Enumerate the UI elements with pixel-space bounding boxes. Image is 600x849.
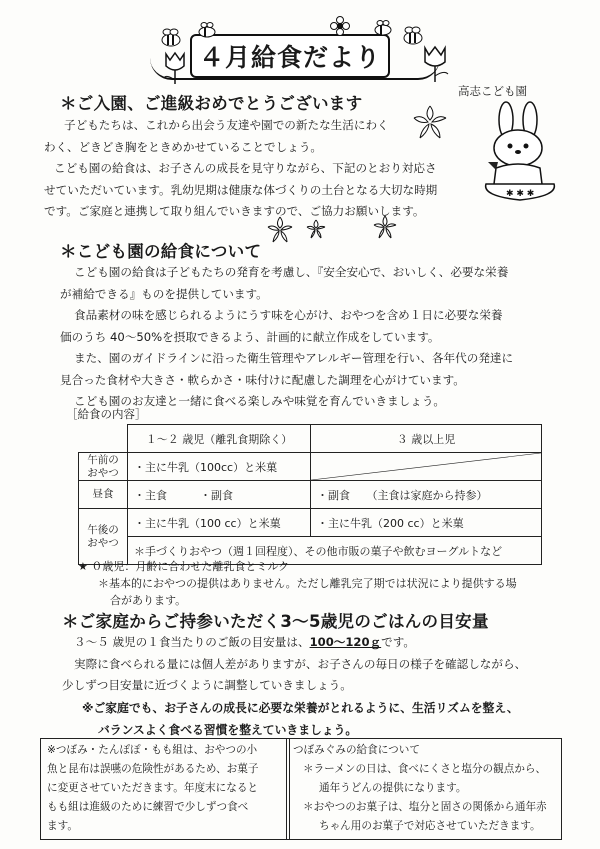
- table-row: [79, 425, 542, 453]
- text-line: 実際に食べられる量には個人差がありますが、お子さんの毎日の様子を確認しながら、: [74, 656, 527, 671]
- rabbit-icon: [468, 100, 578, 210]
- note-line: 合があります。: [110, 594, 187, 607]
- note-line: ＊基本的におやつの提供はありません。ただし離乳完了期では状況により提供する場: [98, 577, 517, 590]
- section-rice-body: [62, 632, 526, 697]
- column-header: １～２ 歳児（離乳食期除く）: [128, 425, 311, 453]
- tulip-icon: [418, 44, 452, 82]
- rice-emphasis: [82, 698, 519, 741]
- text-line: ます。: [47, 820, 78, 832]
- bee-icon: [196, 22, 218, 38]
- text-line: わく、どきどき胸をときめかせていることでしょう。: [44, 139, 323, 154]
- meal-table: [78, 424, 542, 565]
- text-line: です。ご家庭と連携して取り組んでいきますので、ご協力お願いします。: [44, 204, 425, 218]
- table-row: [79, 509, 542, 537]
- table-cell: ・副食 （主食は家庭から持参）: [311, 481, 542, 509]
- bee-icon: [158, 28, 184, 48]
- notice-box-snacks: [40, 738, 290, 840]
- text-line: 少しずつ目安量に近づくように調整していきましょう。: [62, 678, 352, 692]
- school-name: 高志こども園: [458, 84, 527, 98]
- table-cell: ＊手づくりおやつ（週１回程度）、その他市販の菓子や飲むヨーグルトなど: [128, 537, 542, 565]
- table-cell-empty: [311, 453, 542, 481]
- bee-icon: [372, 20, 394, 36]
- table-row: [79, 453, 542, 481]
- text-line: せていただいています。乳幼児期は健康な体づくりの土台となる大切な時期: [44, 182, 438, 197]
- text-line: が補給できる』ものを提供しています。: [60, 286, 268, 301]
- section-heading-rice: ＊ご家庭からご持参いただく3～5歳児のごはんの目安量: [62, 612, 489, 631]
- text-line: こども園の給食は、お子さんの成長を見守りながら、下記のとおり対応さ: [54, 161, 437, 175]
- table-cell: ・主に牛乳（100cc）と米菓: [128, 453, 311, 481]
- section-heading-welcome: ＊ご入園、ご進級おめでとうございます: [60, 94, 363, 113]
- row-label: 昼食: [79, 481, 128, 509]
- text-line: 魚と昆布は誤嚥の危険性があるため、お菓子: [47, 763, 259, 775]
- text-line: ＊ラーメンの日は、食べにくさと塩分の観点から、: [303, 763, 547, 775]
- text-line: こども園のお友達と一緒に食べる楽しみや味覚を育んでいきましょう。: [74, 394, 446, 408]
- text-line: ※ご家庭でも、お子さんの成長に必要な栄養がとれるように、生活リズムを整え、: [82, 701, 519, 715]
- box-title: つぼみぐみの給食について: [293, 744, 420, 756]
- text-line: ちゃん用のお菓子で対応させていただきます。: [319, 820, 541, 832]
- page-title: ４月給食だより: [190, 34, 390, 78]
- table-notes: [78, 558, 517, 609]
- text-line: バランスよく食べる習慣を整えていきましょう。: [98, 722, 358, 737]
- text-line: 価のうち 40～50%を摂取できるよう、計画的に献立作成をしています。: [60, 329, 440, 344]
- text-line: に変更させていただきます。年度末になると: [47, 782, 259, 794]
- section-lunch-body: [60, 262, 513, 413]
- text-line: 食品素材の味を感じられるようにうす味を心がけ、おやつを含め１日に必要な栄養: [74, 308, 503, 322]
- bee-icon: [400, 26, 426, 46]
- meal-table-wrap: [78, 424, 542, 565]
- section-heading-lunch: ＊こども園の給食について: [60, 242, 262, 261]
- text-line: もも組は進級のために練習で少しずつ食べ: [47, 801, 249, 813]
- text-line: 通年うどんの提供になります。: [319, 782, 467, 794]
- note-line: ★ ０歳児：月齢に合わせた離乳食とミルク: [78, 560, 290, 573]
- section-welcome-body: [44, 115, 464, 223]
- notice-box-tsubomi: [286, 738, 562, 840]
- table-cell: ・主食 ・副食: [128, 481, 311, 509]
- column-header: ３ 歳以上児: [311, 425, 542, 453]
- table-cell: ・主に牛乳（100 cc）と米菓: [128, 509, 311, 537]
- table-row: [79, 481, 542, 509]
- text-line: 子どもたちは、これから出会う友達や園での新たな生活にわく: [64, 118, 389, 132]
- row-label: 午後の おやつ: [79, 509, 128, 565]
- text-line: ３～５ 歳児の１食当たりのご飯の目安量は、100～120ｇです。: [74, 635, 416, 649]
- svg-text:✱ ✱ ✱: ✱ ✱ ✱: [506, 189, 535, 199]
- text-line: また、園のガイドラインに沿った衛生管理やアレルギー管理を行い、各年代の発達に: [74, 351, 514, 365]
- tulip-icon: [160, 50, 190, 84]
- table-cell: ・主に牛乳（200 cc）と米菓: [311, 509, 542, 537]
- text-line: 見合った食材や大きさ・軟らかさ・味付けに配慮した調理を心がけています。: [60, 372, 465, 387]
- rice-amount: 100～120ｇ: [309, 635, 382, 649]
- row-label: 午前の おやつ: [79, 453, 128, 481]
- text-line: ＊おやつのお菓子は、塩分と固さの関係から通年赤: [303, 801, 547, 813]
- text-line: ※つぼみ・たんぽぽ・もも組は、おやつの小: [47, 744, 258, 756]
- table-caption: ［給食の内容］: [66, 407, 147, 421]
- text-line: こども園の給食は子どもたちの発育を考慮し、『安全安心で、おいしく、必要な栄養: [74, 265, 509, 279]
- flower-icon: [330, 16, 350, 36]
